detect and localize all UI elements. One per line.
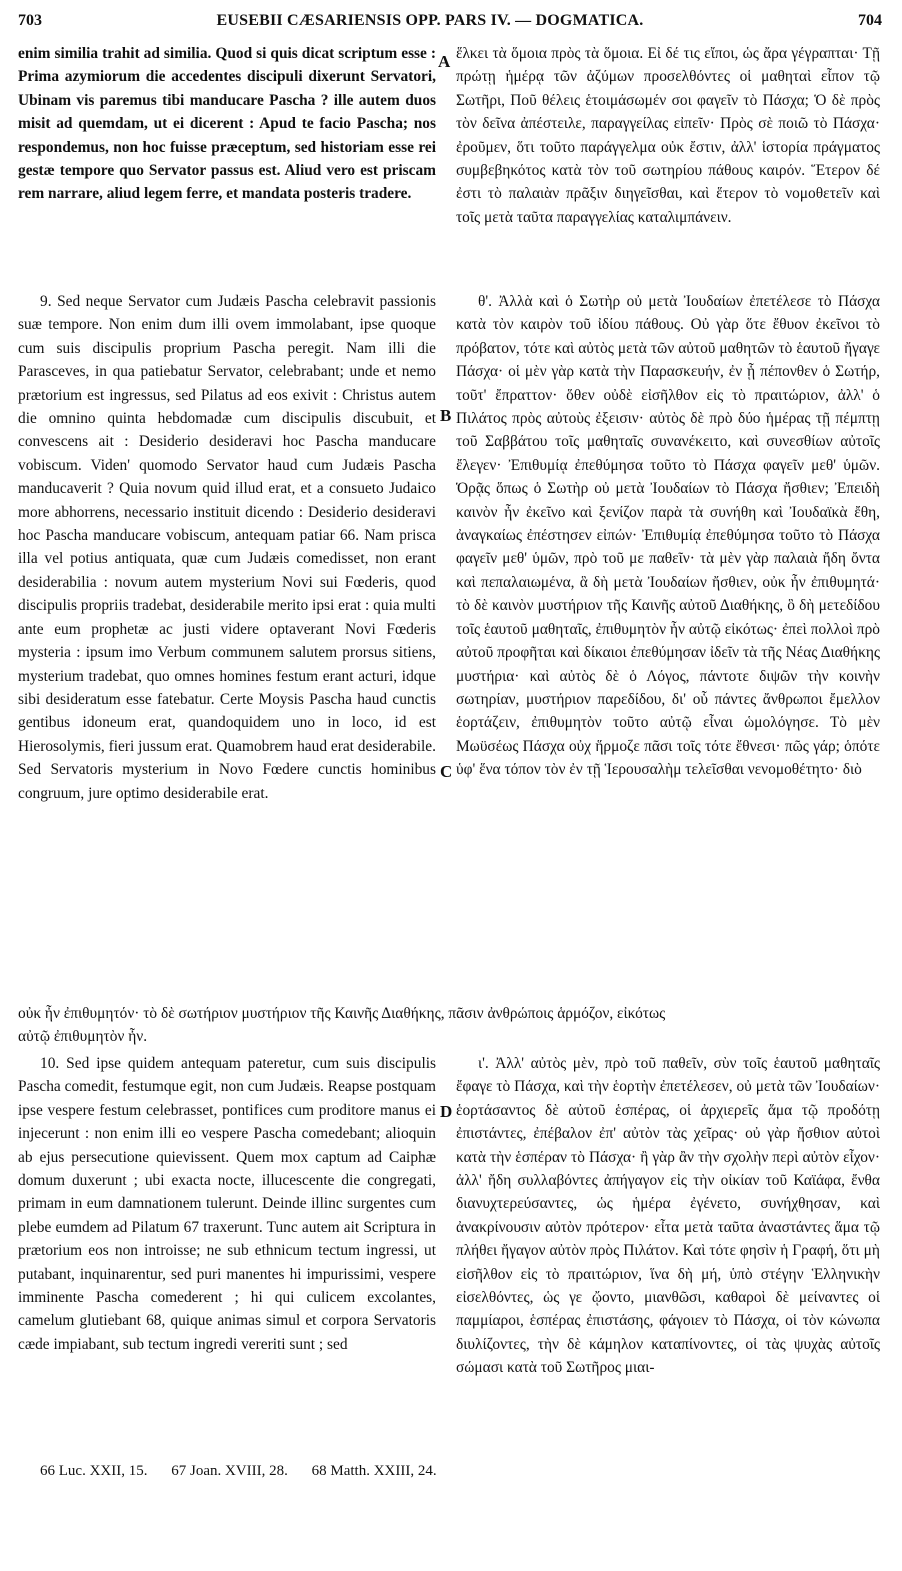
margin-marker-c: C xyxy=(440,762,453,781)
page-number-left: 703 xyxy=(18,12,42,29)
greek-column xyxy=(456,42,880,229)
running-header xyxy=(10,12,884,38)
greek-paragraph-10: ι'. Ἀλλ' αὐτὸς μὲν, πρὸ τοῦ παθεῖν, σὺν τοῖς ἑαυτοῦ μαθηταῖς ἔφαγε τὸ Πάσχα, καὶ τὴν ἑορτὴν ἐπετέλεσεν, οὐ μετὰ τῶν Ἰουδαίων· ἑορτάσαντος δὲ αὐτοῦ ἑσπέρας, οἱ ἀρχιερεῖς ἅμα τῷ προδότῃ ἐπιστάντες, ἐπέβαλον ἐπ' αὐτὸν τὰς χεῖρας· οὐ γὰρ ἤσθιον αὐτοὶ κατὰ τὴν ἑσπέραν τὸ Πάσχα· ἢ γὰρ ἂν τὴν σχολὴν περὶ αὐτὸν εἶχον· ἀλλ' ἤδη συλλαβόντες ἀπήγαγον εἰς τὴν οἰκίαν τοῦ Καϊάφα, ἔνθα διανυχτερεύσαντες, ὡς ἡμέρα ἐγένετο, συνήχθησαν, καὶ ἀνακρίνουσιν αὐτὸν πρότερον· εἶτα μετὰ ταῦτα ἀναστάντες ἅμα τῷ πλήθει ἤγαγον αὐτὸν πρὸς Πιλάτον. Καὶ τότε φησὶν ἡ Γραφή, ὅτι μὴ εἰσῆλθον εἰς τὸ πραιτώριον, ἵνα δὴ μή, ὑπὸ στέγην Ἑλληνικὴν εἰσελθόντες, ὡς γε ᾤοντο, μιανθῶσι, καθαροὶ δὲ μείναντες οἱ παμμίαροι, ἑσπέρας ἐπιστάσης, φάγοιεν τὸ Πάσχα, οἱ τὸν κώνωπα διυλίζοντες, τὴν δὲ κάμηλον καταπίνοντες, οἱ τὰς ψυχὰς αὐτοῖς σώμασι κατὰ τοῦ Σωτῆρος μιαι- xyxy=(456,1055,880,1377)
latin-column-section-10 xyxy=(18,1052,436,1356)
footnote-66: 66 Luc. XXII, 15. xyxy=(40,1463,148,1479)
margin-marker-d: D xyxy=(440,1102,453,1121)
greek-column-section-10 xyxy=(456,1052,880,1380)
latin-paragraph-10: 10. Sed ipse quidem antequam pateretur, cum suis discipulis Pascha comedit, festumque egit, non cum Judæis. Reapse postquam ipse vespere festum celebrasset, pontifices cum proditore manus ei injecerunt : non enim illi eo vespere Pascha comedebant; alioquin ab ejus persecutione quievissent. Quem mox captum ad Caiphæ domum duxerunt ; ubi exacta nocte, illucescente die congregati, primam in eum damnationem tulerunt. Deinde illinc surgentes cum plebe eumdem ad Pilatum 67 traxerunt. Tunc autem ait Scriptura in prætorium eos non introisse; ne sub ethnicum tectum ingressi, ut putabant, inquinarentur, sed puri manentes hi impurissimi, vespere imminente Pascha comederent ; hi qui culicem excolantes, camelum glutiebant 68, quique animas simul et corpora Servatoris cæde impiabant, sub tectum ingredi vereriti sunt ; sed xyxy=(18,1055,436,1353)
fullwidth-line-2: αὐτῷ ἐπιθυμητὸν ἦν. xyxy=(18,1028,148,1046)
fullwidth-line-1: οὐκ ἦν ἐπιθυμητόν· τὸ δὲ σωτήριον μυστήριον τῆς Καινῆς Διαθήκης, πᾶσιν ἀνθρώποις ἁρμόζον, εἰκότως xyxy=(18,1005,666,1022)
footnotes xyxy=(40,1463,860,1480)
greek-paragraph-9: θ'. Ἀλλὰ καὶ ὁ Σωτὴρ οὐ μετὰ Ἰουδαίων ἐπετέλεσε τὸ Πάσχα κατὰ τὸν καιρὸν τοῦ ἰδίου πάθους. Οὐ γὰρ ὅτε ἔθυον ἐκεῖνοι τὸ πρόβατον, τότε καὶ αὐτὸς μετὰ τῶν αὐτοῦ μαθητῶν τὸ ἑαυτοῦ ἤγαγε Πάσχα· οἱ μὲν γὰρ κατὰ τὴν Παρασκευήν, ἐν ᾗ πέπονθεν ὁ Σωτήρ, τοῦτ' ἔπραττον· ὅθεν οὐδὲ εἰσῆλθον εἰς τὸ πραιτώριον, ἀλλ' ὁ Πιλάτος πρὸς αὐτοὺς ἐξεισιν· αὐτὸς δὲ πρὸ δύο ἡμέρας τῇ πέμπτῃ τοῦ Σαββάτου τοῖς μαθηταῖς συνανέκειτο, καὶ συνεσθίων αὐτοῖς ἔλεγεν· Ἐπιθυμίᾳ ἐπεθύμησα τοῦτο τὸ Πάσχα φαγεῖν μεθ' ὑμῶν. Ὁρᾷς ὅπως ὁ Σωτὴρ οὐ μετὰ Ἰουδαίων τὸ Πάσχα ἤσθιεν; Ἐπειδὴ καινὸν ἦν ἐκεῖνο καὶ ξενίζον παρὰ τὰ συνήθη καὶ Ἰουδαϊκὰ ἔθη, ἀναγκαίως ἐπέστησεν εἰπών· Ἐπιθυμίᾳ ἐπεθύμησα τοῦτο τὸ Πάσχα φαγεῖν μεθ' ὑμῶν, πρὸ τοῦ με παθεῖν· τὰ μὲν γὰρ παλαιὰ ἤδη ὄντα καὶ πεπαλαιωμένα, ἃ δὴ μετὰ Ἰουδαίων ἤσθιεν, οὐκ ἦν ἐπιθυμητά· τὸ δὲ καινὸν μυστήριον τῆς Καινῆς αὐτοῦ Διαθήκης, ὃ δὴ μετεδίδου τοῖς ἑαυτοῦ μαθηταῖς, ἐπιθυμητὸν ἦν αὐτῷ εἰκότως· ἐπεὶ πολλοὶ πρὸ αὐτοῦ προφῆται καὶ δίκαιοι ἐπεθύμησαν ἰδεῖν τὰ τῆς Νέας Διαθήκης μυστήρια· καὶ αὐτὸς δὲ ὁ Λόγος, πάντοτε διψῶν τὴν κοινὴν σωτηρίαν, μυστήριον παρεδίδου, δι' οὗ πάντες ἄνθρωποι ἔμελλον ἑορτάζειν, ἐπιθυμητὸν τοῦτο αὐτῷ εἶναι ὡμολόγησε. Τὸ μὲν Μωϋσέως Πάσχα οὐχ ἥρμοζε πᾶσι τοῖς τότε ἔθνεσι· πῶς γάρ; ὁπότε ὑφ' ἕνα τόπον τὸν ἐν τῇ Ἱερουσαλὴμ τελεῖσθαι νενομοθέτητο· διὸ xyxy=(456,293,880,779)
page-number-right: 704 xyxy=(858,12,882,29)
latin-paragraph-1: enim similia trahit ad similia. Quod si quis dicat scriptum esse : Prima azymiorum die accedentes discipuli dixerunt Servatori, Ubinam vis paremus tibi manducare Pascha ? ille autem duos misit ad quemdam, ut ei dicerent : Apud te facio Pascha; nos respondemus, non hoc fuisse præceptum, sed historiam esse rei gestæ tempore quo Servator passus est. Aliud vero est priscam rem narrare, aliud legem ferre, et mandata posteris tradere. xyxy=(18,45,436,203)
footnote-67: 67 Joan. XVIII, 28. xyxy=(171,1463,288,1479)
margin-marker-a: A xyxy=(438,52,451,71)
latin-column xyxy=(18,42,436,206)
greek-column-section-9 xyxy=(456,290,880,782)
latin-paragraph-9: 9. Sed neque Servator cum Judæis Pascha celebravit passionis suæ tempore. Non enim dum illi ovem immolabant, ipse quoque cum suis discipulis proprium Pascha peregit. Nam illi die Parasceves, in qua patiebatur Servator, celebrabant; unde et nemo prætorium est ingressus, sed Pilatus ad eos exivit : Christus autem die omnino quinta hebdomadæ cum discipulis discubuit, et convescens ait : Desiderio desideravi hoc Pascha manducare vobiscum. Viden' quomodo Servator haud cum Judæis Pascha manducaverit ? Quia novum quid illud erat, et a consueto Judaico more abhorrens, necessario instituit dicendo : Desiderio desideravi hoc Pascha manducare vobiscum, antequam patiar 66. Nam prisca illa vel potius antiquata, quæ cum Judæis comedisset, non erant desiderabilia : novum autem mysterium Novi sui Fœderis, quod discipulis propriis tradebat, desiderabile merito ipsi erat : quia multi ante eum prophetæ ac justi videre optaverant Novi Fœderis mysteria : ipsum imo Verbum communem salutem prorsus sitiens, mysterium tradebat, quo omnes homines festum erant acturi, idque sibi desideratum esse fatebatur. Certe Moysis Pascha haud cunctis gentibus idoneum erat, quandoquidem uno in loco, id est Hierosolymis, fieri jussum erat. Quamobrem haud erat desiderabile. Sed Servatoris mysterium in Novo Fœdere cunctis hominibus congruum, jure optimo desiderabile erat. xyxy=(18,293,437,802)
margin-marker-b: B xyxy=(440,406,452,425)
greek-paragraph-1: ἕλκει τὰ ὅμοια πρὸς τὰ ὅμοια. Εἰ δέ τις εἴποι, ὡς ἄρα γέγραπται· Τῇ πρώτῃ ἡμέρᾳ τῶν ἀζύμων προσελθόντες οἱ μαθηταὶ εἶπον τῷ Σωτῆρι, Ποῦ θέλεις ἑτοιμάσωμέν σοι φαγεῖν τὸ Πάσχα; Ὁ δὲ πρὸς τὸν δεῖνα ἀπέστειλε, παραγγείλας εἰπεῖν· Πρὸς σὲ ποιῶ τὸ Πάσχα· ἐροῦμεν, ὅτι τοῦτο παράγγελμα οὐκ ἔστιν, ἀλλ' ἱστορία πράγματος συμβεβηκότος κατὰ τὸν τοῦ σωτηρίου πάθους καιρόν. Ἕτερον δέ ἐστι τὸ παλαιὰν πρᾶξιν διηγεῖσθαι, καὶ ἕτερον τὸ νομοθετεῖν καὶ τοῖς μετὰ ταῦτα παραγγελίας καταλιμπάνειν. xyxy=(456,45,880,226)
fullwidth-greek-continuation xyxy=(18,1002,878,1049)
running-title: EUSEBII CÆSARIENSIS OPP. PARS IV. — DOGMATICA. xyxy=(216,12,644,29)
latin-column-section-9 xyxy=(18,290,436,805)
footnote-68: 68 Matth. XXIII, 24. xyxy=(311,1463,437,1479)
